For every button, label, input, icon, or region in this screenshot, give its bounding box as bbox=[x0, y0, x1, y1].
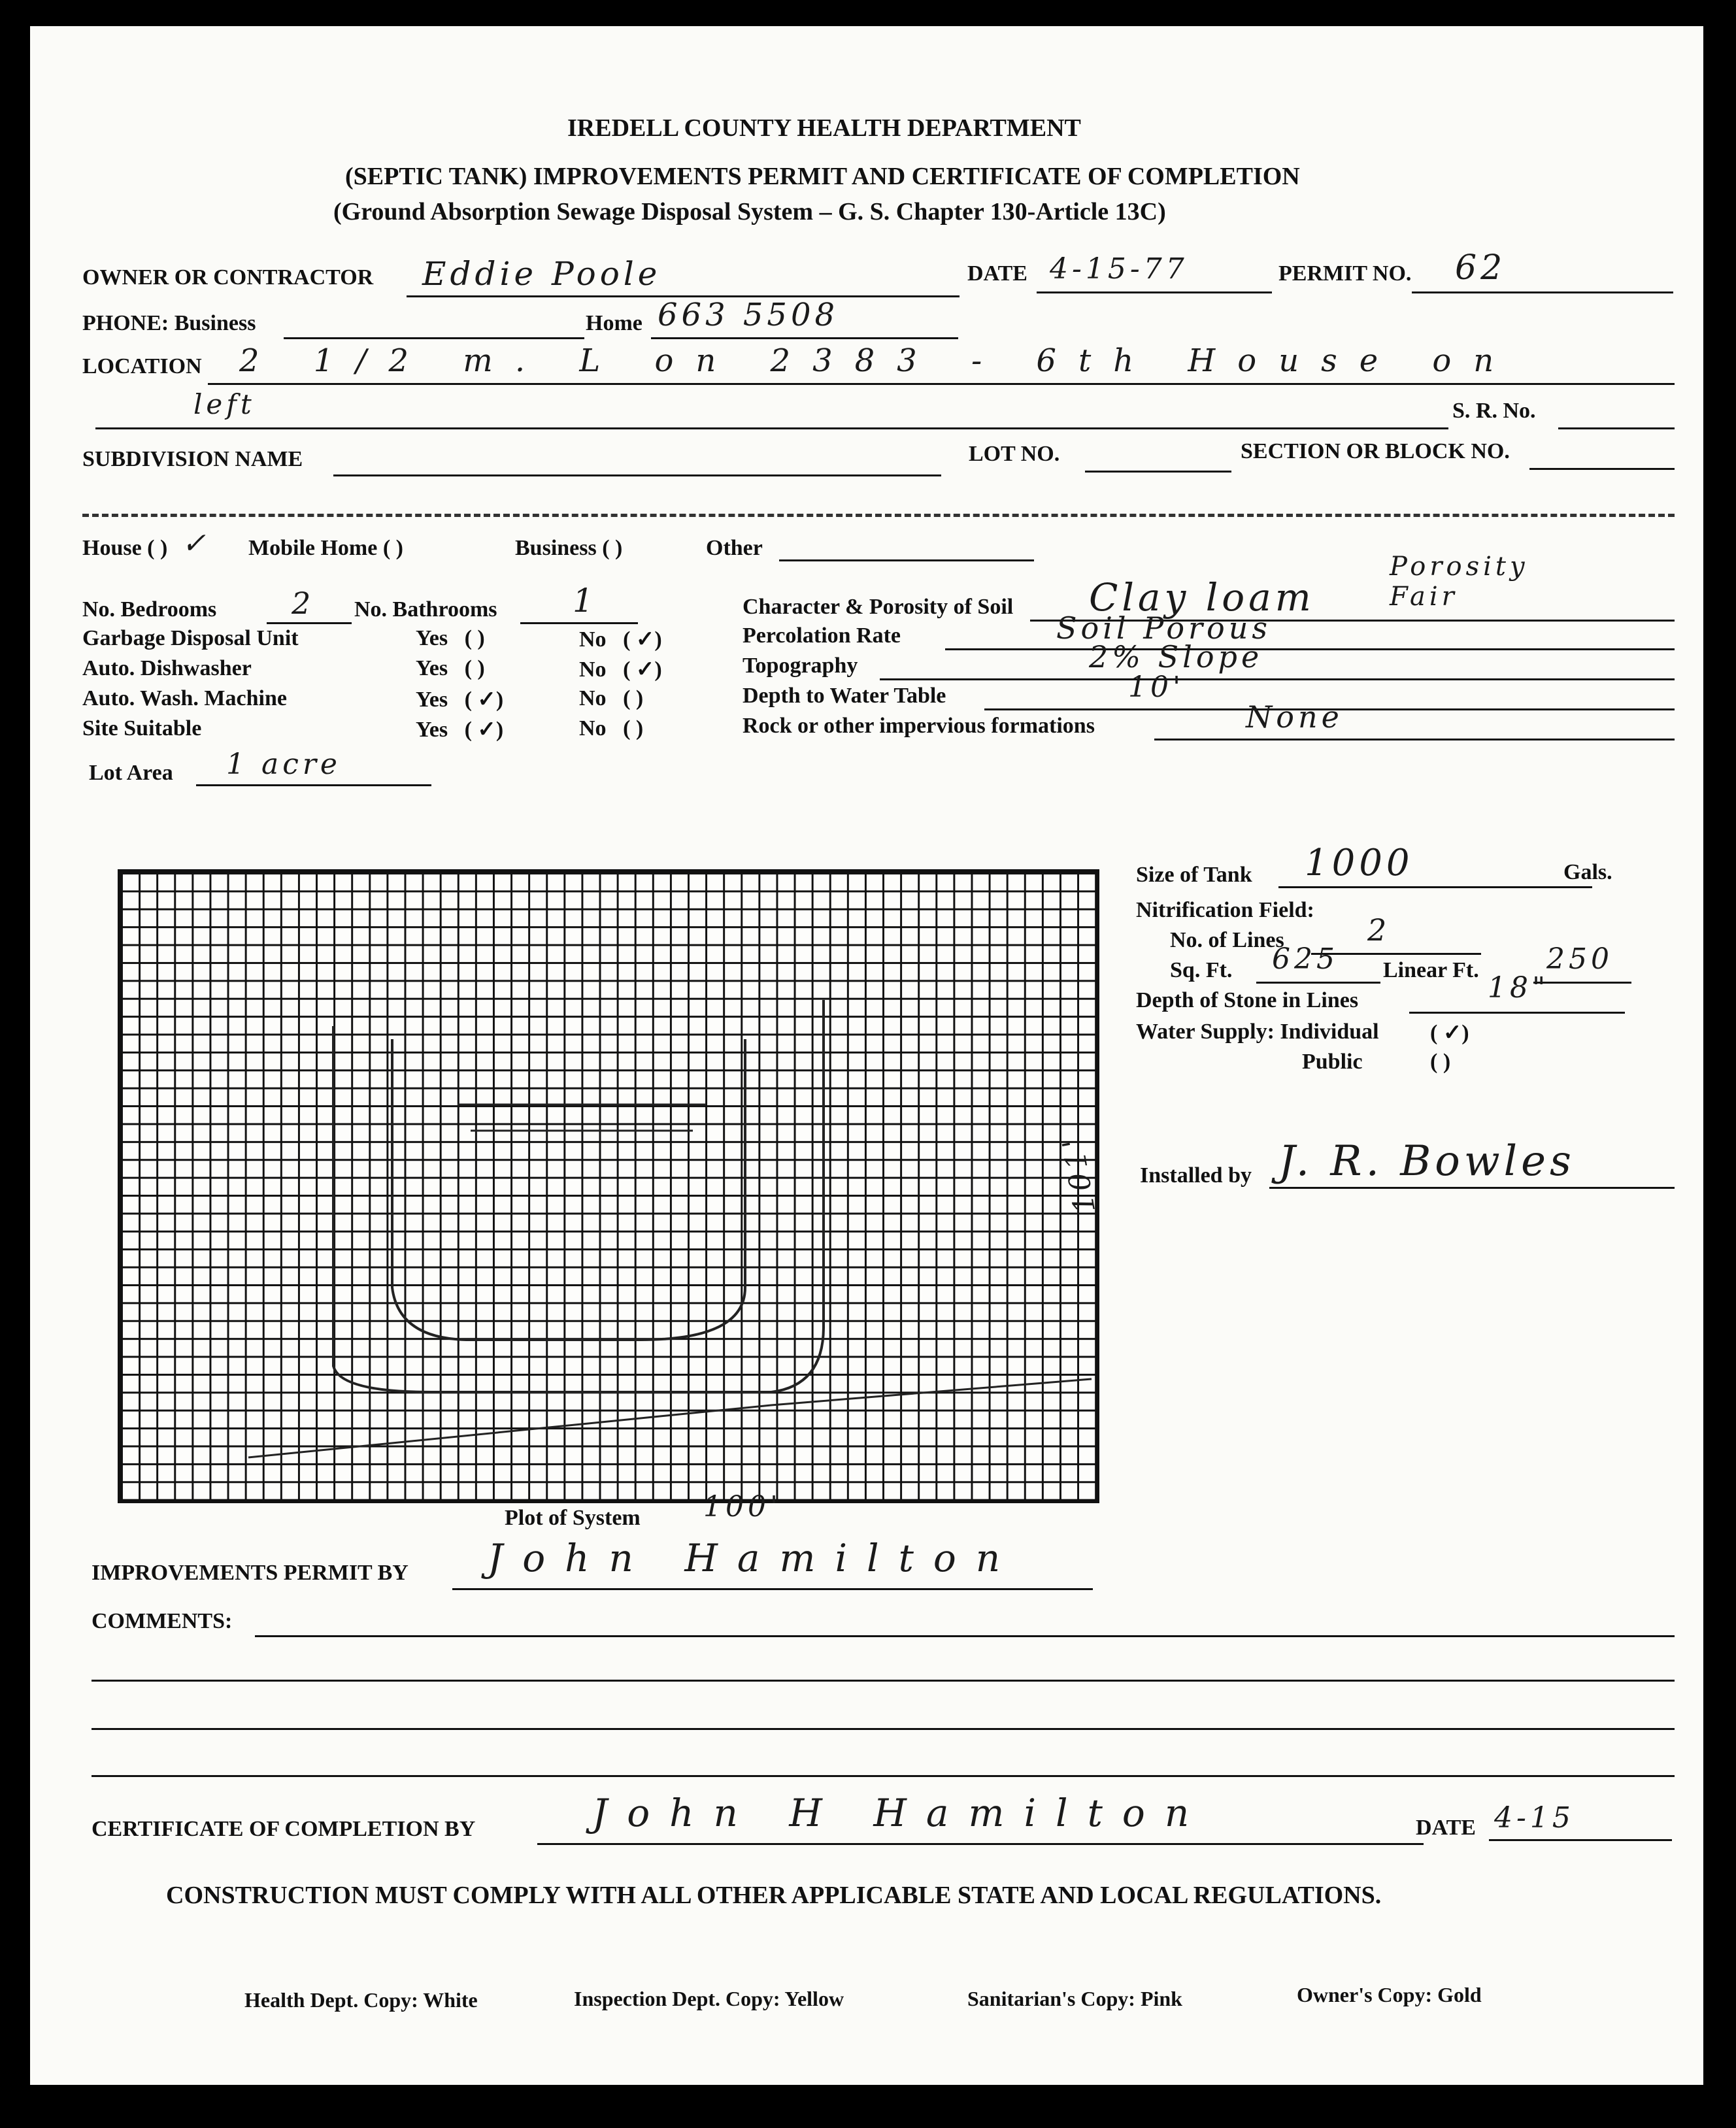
plot-note[interactable]: 100' bbox=[703, 1490, 782, 1523]
bedrooms-value[interactable]: 2 bbox=[292, 586, 315, 621]
lot-area-value[interactable]: 1 acre bbox=[226, 748, 341, 781]
lot-no-label: LOT NO. bbox=[969, 442, 1060, 466]
water-supply-label: Water Supply: Individual bbox=[1136, 1020, 1379, 1044]
permit-form bbox=[30, 26, 1703, 2085]
water-public-label: Public bbox=[1302, 1050, 1363, 1074]
compliance-notice: CONSTRUCTION MUST COMPLY WITH ALL OTHER APPLICABLE STATE AND LOCAL REGULATIONS. bbox=[166, 1882, 1382, 1909]
department-title: IREDELL COUNTY HEALTH DEPARTMENT bbox=[567, 114, 1081, 142]
owner-value[interactable]: Eddie Poole bbox=[422, 255, 661, 293]
water-table-value[interactable]: 10' bbox=[1128, 671, 1185, 704]
plot-margin-mark: 101' bbox=[1056, 1132, 1103, 1216]
nitrification-label: Nitrification Field: bbox=[1136, 898, 1314, 922]
water-individual-check[interactable]: ( ✓) bbox=[1430, 1021, 1469, 1045]
comments-line-3[interactable] bbox=[92, 1728, 1675, 1730]
date-value[interactable]: 4-15-77 bbox=[1050, 252, 1188, 286]
perc-rate-value[interactable]: Soil Porous bbox=[1056, 610, 1271, 646]
comments-line-2[interactable] bbox=[92, 1680, 1675, 1682]
house-check[interactable]: ✓ bbox=[182, 527, 210, 560]
no-of-lines-value[interactable]: 2 bbox=[1367, 912, 1391, 948]
dishwasher-label: Auto. Dishwasher bbox=[82, 656, 252, 680]
plot-of-system-label: Plot of System bbox=[505, 1506, 641, 1530]
perc-rate-label: Percolation Rate bbox=[743, 623, 901, 648]
water-public-check[interactable]: ( ) bbox=[1430, 1050, 1451, 1074]
phone-business-label: PHONE: Business bbox=[82, 311, 256, 335]
wash-machine-label: Auto. Wash. Machine bbox=[82, 686, 287, 710]
form-title: (SEPTIC TANK) IMPROVEMENTS PERMIT AND CERTIFICATE OF COMPLETION bbox=[345, 163, 1300, 190]
bedrooms-label: No. Bedrooms bbox=[82, 597, 217, 622]
comments-label: COMMENTS: bbox=[92, 1609, 233, 1633]
linear-ft-label: Linear Ft. bbox=[1383, 958, 1479, 982]
copy-health-dept: Health Dept. Copy: White bbox=[244, 1988, 478, 2012]
type-business[interactable]: Business ( ) bbox=[515, 536, 623, 560]
site-suitable-label: Site Suitable bbox=[82, 716, 202, 740]
comments-line-1[interactable] bbox=[255, 1635, 1675, 1637]
linear-ft-value[interactable]: 250 bbox=[1546, 942, 1613, 976]
topography-label: Topography bbox=[743, 654, 858, 678]
permit-no-label: PERMIT NO. bbox=[1278, 261, 1412, 286]
certificate-label: CERTIFICATE OF COMPLETION BY bbox=[92, 1817, 476, 1841]
soil-porosity-value[interactable]: Porosity Fair bbox=[1390, 552, 1529, 612]
permit-by-signature[interactable]: John Hamilton bbox=[488, 1536, 1020, 1580]
location-label: LOCATION bbox=[82, 354, 202, 378]
certificate-signature[interactable]: John H Hamilton bbox=[592, 1791, 1209, 1835]
rock-value[interactable]: None bbox=[1246, 699, 1343, 735]
installed-by-label: Installed by bbox=[1140, 1163, 1252, 1188]
copy-owner: Owner's Copy: Gold bbox=[1297, 1983, 1482, 2006]
stone-depth-value[interactable]: 18" bbox=[1488, 971, 1550, 1005]
type-mobile-home[interactable]: Mobile Home ( ) bbox=[248, 536, 403, 560]
garbage-yes[interactable]: Yes ( ) bbox=[416, 626, 485, 650]
bathrooms-label: No. Bathrooms bbox=[354, 597, 497, 622]
sr-no-label: S. R. No. bbox=[1452, 399, 1536, 423]
type-house[interactable]: House ( ) bbox=[82, 536, 168, 560]
soil-character-label: Character & Porosity of Soil bbox=[743, 595, 1014, 619]
permit-no-value[interactable]: 62 bbox=[1455, 248, 1507, 288]
location-value-line2[interactable]: left bbox=[193, 388, 256, 420]
installed-by-value[interactable]: J. R. Bowles bbox=[1278, 1137, 1575, 1186]
water-table-label: Depth to Water Table bbox=[743, 684, 946, 708]
phone-home-label: Home bbox=[586, 311, 643, 335]
rock-label: Rock or other impervious formations bbox=[743, 714, 1095, 738]
tank-size-value[interactable]: 1000 bbox=[1305, 842, 1414, 884]
copy-sanitarian: Sanitarian's Copy: Pink bbox=[967, 1987, 1182, 2010]
location-value[interactable]: 2 1/2 m. L on 2383 - 6th House on bbox=[239, 342, 1516, 379]
sqft-label: Sq. Ft. bbox=[1170, 958, 1233, 982]
date-label: DATE bbox=[967, 261, 1027, 286]
footer-date-label: DATE bbox=[1416, 1816, 1476, 1840]
gals-label: Gals. bbox=[1563, 860, 1612, 884]
subdivision-label: SUBDIVISION NAME bbox=[82, 447, 303, 471]
site-suitable-yes[interactable]: Yes ( ✓) bbox=[416, 718, 504, 742]
phone-home-value[interactable]: 663 5508 bbox=[658, 297, 839, 333]
garbage-label: Garbage Disposal Unit bbox=[82, 626, 299, 650]
dishwasher-no[interactable]: No ( ✓) bbox=[579, 657, 662, 682]
tank-size-label: Size of Tank bbox=[1136, 863, 1252, 887]
section-divider bbox=[82, 514, 1675, 517]
plot-sketch bbox=[118, 869, 1098, 1503]
owner-label: OWNER OR CONTRACTOR bbox=[82, 265, 374, 290]
copy-inspection-dept: Inspection Dept. Copy: Yellow bbox=[574, 1987, 844, 2010]
permit-by-label: IMPROVEMENTS PERMIT BY bbox=[92, 1561, 409, 1585]
stone-depth-label: Depth of Stone in Lines bbox=[1136, 988, 1359, 1012]
section-block-label: SECTION OR BLOCK NO. bbox=[1241, 439, 1510, 463]
wash-machine-yes[interactable]: Yes ( ✓) bbox=[416, 688, 504, 712]
site-suitable-no[interactable]: No ( ) bbox=[579, 716, 644, 740]
garbage-no[interactable]: No ( ✓) bbox=[579, 627, 662, 652]
dishwasher-yes[interactable]: Yes ( ) bbox=[416, 656, 485, 680]
wash-machine-no[interactable]: No ( ) bbox=[579, 686, 644, 710]
lot-area-label: Lot Area bbox=[89, 761, 173, 785]
comments-line-4[interactable] bbox=[92, 1775, 1675, 1777]
topography-value[interactable]: 2% Slope bbox=[1089, 639, 1263, 674]
sqft-value[interactable]: 625 bbox=[1272, 942, 1339, 976]
soil-character-value[interactable]: Clay loam bbox=[1089, 575, 1315, 620]
no-of-lines-label: No. of Lines bbox=[1170, 928, 1284, 952]
footer-date-value[interactable]: 4-15 bbox=[1494, 1801, 1575, 1835]
form-subtitle: (Ground Absorption Sewage Disposal System – G. S. Chapter 130-Article 13C) bbox=[333, 198, 1166, 225]
bathrooms-value[interactable]: 1 bbox=[573, 582, 597, 620]
type-other-label: Other bbox=[706, 536, 763, 560]
